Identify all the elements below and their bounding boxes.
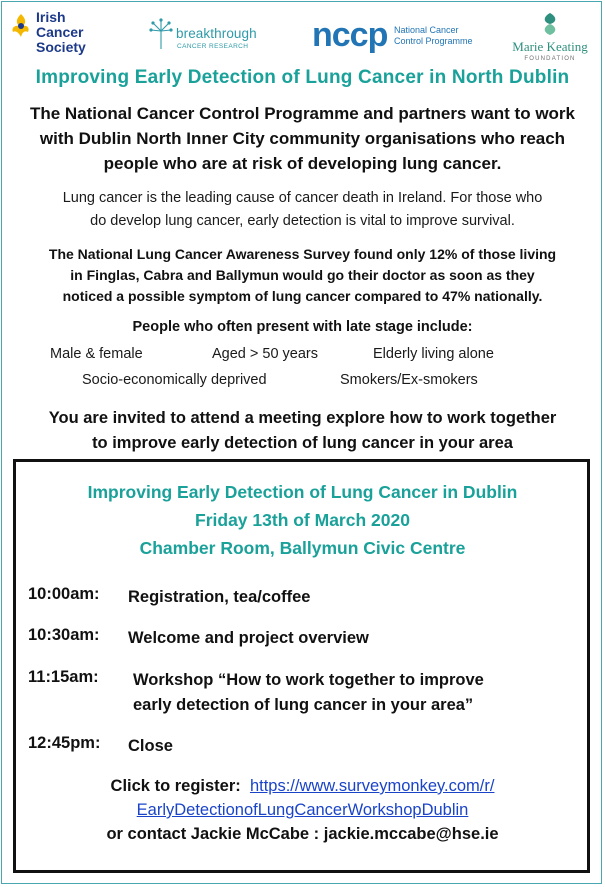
register-label: Click to register: bbox=[110, 777, 241, 795]
invitation-text bbox=[0, 406, 605, 456]
late-stage-item: Aged > 50 years bbox=[212, 346, 319, 362]
late-stage-item: Socio-economically deprived bbox=[82, 372, 267, 388]
agenda-time: 10:00am: bbox=[28, 585, 100, 603]
register-row bbox=[0, 798, 605, 822]
paragraph-line: The National Lung Cancer Awareness Survey found only 12% of those living bbox=[48, 246, 557, 262]
lung-cancer-paragraph bbox=[0, 187, 605, 233]
breakthrough-name: breakthrough bbox=[176, 26, 257, 41]
paragraph-line: do develop lung cancer, early detection is vital to improve survival. bbox=[90, 213, 515, 229]
paragraph-line: in Finglas, Cabra and Ballymun would go their doctor as soon as they bbox=[70, 267, 535, 283]
ics-line-3: Society bbox=[36, 39, 86, 55]
contact-text: or contact Jackie McCabe : jackie.mccabe@hse.ie bbox=[106, 825, 499, 843]
irish-cancer-society-logo bbox=[10, 10, 110, 62]
agenda-time: 10:30am: bbox=[28, 626, 100, 644]
breakthrough-sub: CANCER RESEARCH bbox=[177, 43, 249, 50]
registration-block bbox=[0, 774, 605, 846]
nccp-desc-2: Control Programme bbox=[394, 36, 473, 46]
marie-keating-logo bbox=[504, 12, 596, 64]
marie-keating-foundation: FOUNDATION bbox=[524, 56, 576, 62]
intro-line: with Dublin North Inner City community organisations who reach bbox=[39, 129, 566, 148]
ics-line-2: Cancer bbox=[36, 24, 84, 40]
agenda-desc: Close bbox=[128, 737, 173, 755]
register-link[interactable]: https://www.surveymonkey.com/r/ bbox=[249, 777, 495, 795]
intro-line: people who are at risk of developing lung cancer. bbox=[103, 154, 502, 173]
late-stage-heading: People who often present with late stage include: bbox=[132, 319, 473, 335]
survey-paragraph bbox=[0, 244, 605, 307]
breakthrough-logo bbox=[148, 18, 263, 52]
paragraph-line: Lung cancer is the leading cause of cancer death in Ireland. For those who bbox=[62, 190, 543, 206]
event-venue: Chamber Room, Ballymun Civic Centre bbox=[139, 538, 466, 558]
event-header bbox=[0, 478, 605, 562]
intro-line: The National Cancer Control Programme and partners want to work bbox=[29, 104, 576, 123]
event-date: Friday 13th of March 2020 bbox=[195, 510, 410, 530]
late-stage-item: Male & female bbox=[50, 346, 143, 362]
invite-line: You are invited to attend a meeting explore how to work together bbox=[48, 409, 557, 427]
dandelion-icon bbox=[148, 18, 174, 50]
invite-line: to improve early detection of lung cancer in your area bbox=[92, 434, 513, 452]
agenda-desc: Workshop “How to work together to improve bbox=[133, 671, 484, 689]
paragraph-line: noticed a possible symptom of lung cancer compared to 47% nationally. bbox=[62, 288, 543, 304]
nccp-mark: nccp bbox=[312, 16, 388, 54]
ics-line-1: Irish bbox=[36, 9, 66, 25]
nccp-logo bbox=[312, 18, 482, 58]
agenda-time: 11:15am: bbox=[28, 668, 99, 686]
register-row bbox=[0, 774, 605, 798]
late-stage-item: Elderly living alone bbox=[373, 346, 494, 362]
page-title: Improving Early Detection of Lung Cancer in North Dublin bbox=[35, 67, 570, 88]
register-link-continued[interactable]: EarlyDetectionofLungCancerWorkshopDublin bbox=[136, 801, 469, 819]
daffodil-icon bbox=[10, 12, 32, 38]
late-stage-item: Smokers/Ex-smokers bbox=[340, 372, 478, 388]
intro-paragraph bbox=[0, 101, 605, 176]
agenda-desc: Registration, tea/coffee bbox=[128, 588, 311, 606]
agenda-desc: early detection of lung cancer in your area” bbox=[133, 696, 474, 714]
nccp-desc-1: National Cancer bbox=[394, 25, 459, 35]
event-title: Improving Early Detection of Lung Cancer in Dublin bbox=[87, 482, 518, 502]
marie-keating-emblem-icon bbox=[539, 12, 561, 36]
agenda-desc: Welcome and project overview bbox=[128, 629, 369, 647]
agenda-time: 12:45pm: bbox=[28, 734, 101, 752]
marie-keating-name: Marie Keating bbox=[512, 39, 588, 54]
